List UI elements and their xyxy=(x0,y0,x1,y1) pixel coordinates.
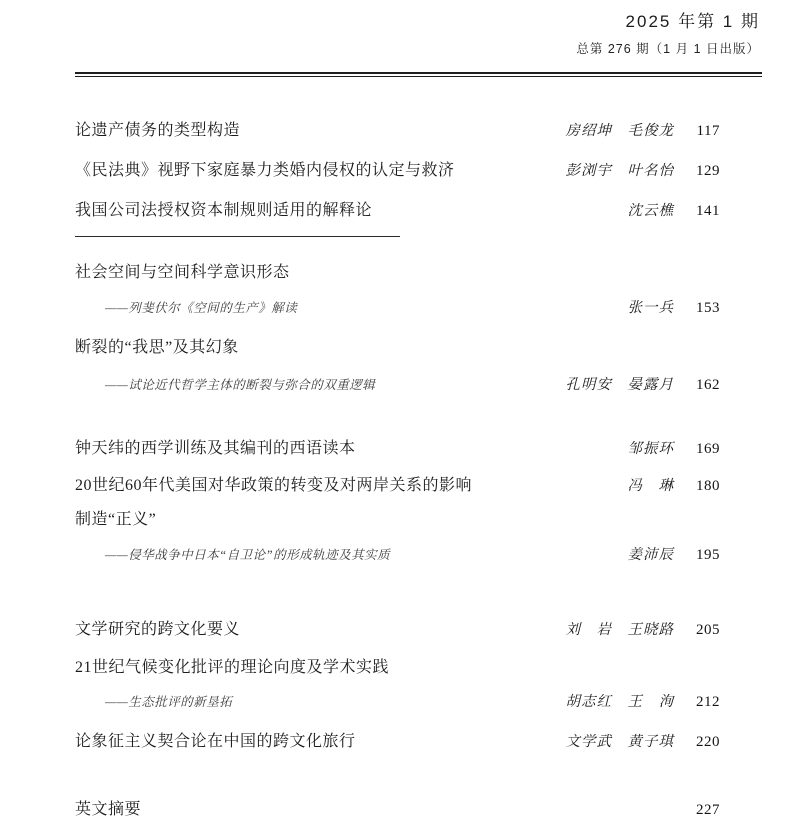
article-title: 钟天纬的西学训练及其编刊的西语读本 xyxy=(75,440,356,457)
article-page-number: 195 xyxy=(696,547,720,563)
article-authors: 张一兵 xyxy=(627,300,674,316)
article-title: 论遗产债务的类型构造 xyxy=(75,122,241,139)
article-authors: 房绍坤 毛俊龙 xyxy=(565,123,674,139)
entry-right xyxy=(566,730,721,754)
article-page-number: 153 xyxy=(696,300,720,316)
toc-entry xyxy=(75,618,720,642)
toc-entry xyxy=(75,437,720,461)
article-page-number: 220 xyxy=(696,734,720,750)
toc-entry xyxy=(75,508,720,532)
article-authors: 文学武 黄子琪 xyxy=(565,734,674,750)
article-subtitle: ——生态批评的新垦拓 xyxy=(105,695,233,709)
article-page-number: 162 xyxy=(696,377,720,393)
toc-entry-subtitle-row xyxy=(75,374,720,396)
toc-entry-english-abstracts xyxy=(75,798,720,822)
article-authors: 彭浏宇 叶名怡 xyxy=(565,163,674,179)
article-title: 20世纪60年代美国对华政策的转变及对两岸关系的影响 xyxy=(75,477,473,494)
article-authors: 冯 琳 xyxy=(627,478,674,494)
article-authors: 姜沛辰 xyxy=(627,547,674,563)
article-page-number: 141 xyxy=(696,203,720,219)
toc-entry xyxy=(75,336,720,360)
toc-entry-subtitle-row xyxy=(75,544,720,566)
article-subtitle: ——试论近代哲学主体的断裂与弥合的双重逻辑 xyxy=(105,378,376,392)
entry-right xyxy=(566,159,721,183)
article-page-number: 227 xyxy=(696,802,720,818)
entry-right xyxy=(566,618,721,642)
entry-right xyxy=(692,798,720,822)
toc-entry xyxy=(75,159,720,183)
article-title: 英文摘要 xyxy=(75,801,142,818)
article-page-number: 117 xyxy=(696,123,720,139)
toc-entry xyxy=(75,474,720,498)
entry-right xyxy=(628,437,721,461)
article-title: 断裂的“我思”及其幻象 xyxy=(75,339,239,356)
entry-right xyxy=(566,119,721,143)
article-authors: 胡志红 王 洵 xyxy=(565,694,674,710)
article-title: 《民法典》视野下家庭暴力类婚内侵权的认定与救济 xyxy=(75,162,455,179)
toc-entry xyxy=(75,199,720,223)
article-page-number: 129 xyxy=(696,163,720,179)
article-page-number: 169 xyxy=(696,441,720,457)
entry-right xyxy=(628,199,721,223)
entry-right xyxy=(566,374,721,396)
article-title: 社会空间与空间科学意识形态 xyxy=(75,264,290,281)
article-authors: 刘 岩 王晓路 xyxy=(565,622,674,638)
article-title: 论象征主义契合论在中国的跨文化旅行 xyxy=(75,733,356,750)
article-page-number: 180 xyxy=(696,478,720,494)
entry-right xyxy=(566,691,721,713)
entry-right xyxy=(628,544,721,566)
article-title: 我国公司法授权资本制规则适用的解释论 xyxy=(75,202,373,219)
journal-issue: 2025 年第 1 期 xyxy=(625,12,760,31)
article-subtitle: ——侵华战争中日本“自卫论”的形成轨迹及其实质 xyxy=(105,548,391,562)
toc-entry xyxy=(75,261,720,285)
article-authors: 孔明安 晏露月 xyxy=(565,377,674,393)
page-header xyxy=(0,0,799,58)
article-title: 制造“正义” xyxy=(75,511,157,528)
toc-entry-subtitle-row xyxy=(75,297,720,319)
header-double-rule xyxy=(75,72,762,77)
toc-entry xyxy=(75,730,720,754)
article-authors: 邹振环 xyxy=(627,441,674,457)
article-title: 21世纪气候变化批评的理论向度及学术实践 xyxy=(75,659,390,676)
entry-right xyxy=(628,297,721,319)
toc-entry xyxy=(75,656,720,680)
entry-right xyxy=(628,474,721,498)
article-page-number: 205 xyxy=(696,622,720,638)
toc-entry xyxy=(75,119,720,143)
toc-entry-subtitle-row xyxy=(75,691,720,713)
article-page-number: 212 xyxy=(696,694,720,710)
article-authors: 沈云樵 xyxy=(627,203,674,219)
article-subtitle: ——列斐伏尔《空间的生产》解读 xyxy=(105,301,298,315)
article-title: 文学研究的跨文化要义 xyxy=(75,621,241,638)
journal-volume: 总第 276 期（1 月 1 日出版） xyxy=(576,42,760,56)
section-divider-rule xyxy=(75,236,400,237)
toc-content xyxy=(0,119,799,822)
